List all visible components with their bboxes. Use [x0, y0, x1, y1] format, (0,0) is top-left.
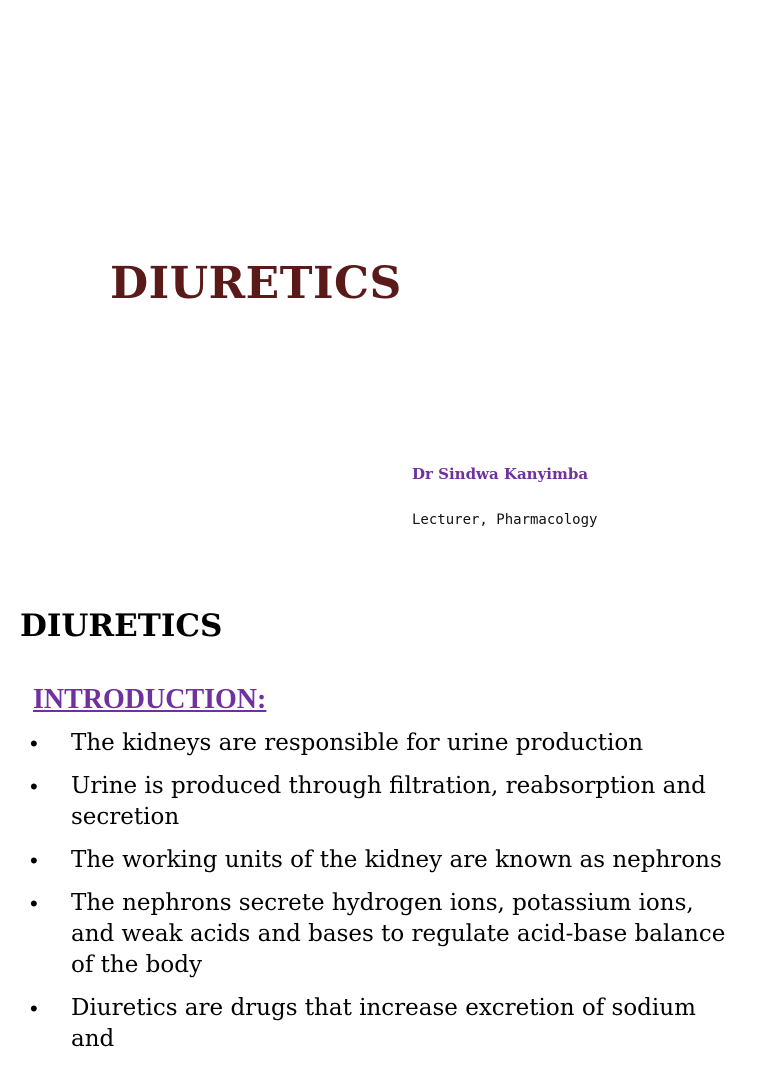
author-name: Dr Sindwa Kanyimba — [412, 465, 589, 483]
bullet-text: The working units of the kidney are known as nephrons — [71, 847, 722, 873]
bullet-text: Diuretics are drugs that increase excretion of sodium and — [71, 995, 696, 1052]
author-role: Lecturer, Pharmacology — [412, 512, 598, 528]
list-item — [30, 888, 742, 981]
slide-title: DIURETICS — [20, 608, 223, 644]
bullet-text: The nephrons secrete hydrogen ions, potassium ions, and weak acids and bases to regulate acid-base balance of the body — [71, 890, 726, 978]
list-item — [30, 993, 742, 1055]
list-item — [30, 728, 742, 759]
bullet-text: The kidneys are responsible for urine production — [71, 730, 644, 756]
bullet-icon: • — [30, 891, 38, 916]
bullet-icon: • — [30, 848, 38, 873]
bullet-icon: • — [30, 774, 38, 799]
list-item — [30, 771, 742, 833]
list-item — [30, 845, 742, 876]
bullet-text: Urine is produced through filtration, reabsorption and secretion — [71, 773, 706, 830]
bullet-icon: • — [30, 731, 38, 756]
bullet-list — [30, 728, 742, 1067]
introduction-slide — [0, 576, 768, 1052]
slide-title: DIURETICS — [110, 258, 402, 309]
bullet-icon: • — [30, 996, 38, 1021]
section-heading: INTRODUCTION: — [33, 684, 267, 715]
